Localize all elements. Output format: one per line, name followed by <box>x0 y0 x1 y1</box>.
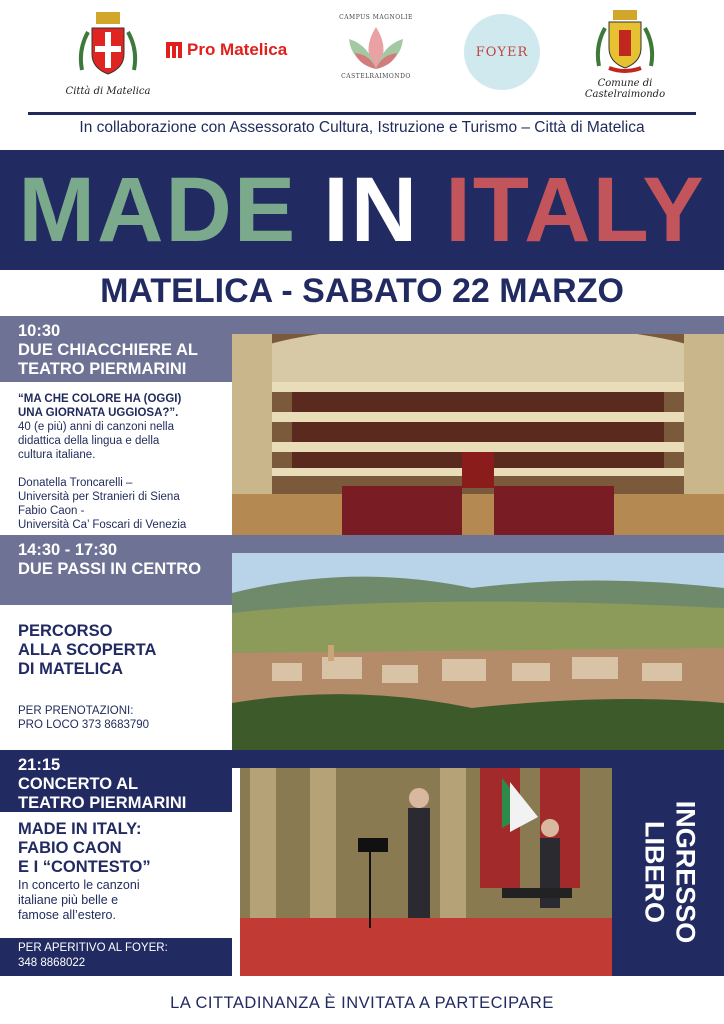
section1-title-line1: DUE CHIACCHIERE AL <box>18 341 198 359</box>
section3-sub-line3: E I “CONTESTO” <box>18 858 151 876</box>
concert-stage-photo <box>240 768 612 976</box>
section3-foot-line2: 348 8868022 <box>18 957 86 969</box>
section1-speaker1: Donatella Troncarelli – <box>18 477 133 489</box>
section2-subtitle <box>18 622 156 679</box>
section2-sub-line3: DI MATELICA <box>18 660 124 678</box>
banner-word-italy: ITALY <box>445 159 706 261</box>
section1-quote-line1: “MA CHE COLORE HA (OGGI) <box>18 393 182 405</box>
section3-sub-line2: FABIO CAON <box>18 839 122 857</box>
pro-matelica-wordmark: Pro Matelica <box>187 40 288 59</box>
section1-affil1: Università per Stranieri di Siena <box>18 491 180 503</box>
pro-matelica-logo <box>165 40 287 60</box>
ingresso-line1: INGRESSO <box>670 800 700 944</box>
section1-affil2: Università Ca’ Foscari di Venezia <box>18 519 187 531</box>
section3-subtitle <box>18 820 151 877</box>
section2-sub-line1: PERCORSO <box>18 622 113 640</box>
matelica-crest-icon <box>76 10 140 84</box>
foyer-wordmark: FOYER <box>475 44 529 60</box>
section3-desc-line3: famose all’estero. <box>18 908 116 922</box>
castelraimondo-caption-1: Comune di <box>597 78 653 89</box>
section2-time: 14:30 - 17:30 <box>18 541 118 559</box>
section3-title-line2: TEATRO PIERMARINI <box>18 794 187 812</box>
castelraimondo-logo <box>585 10 665 100</box>
section1-time: 10:30 <box>18 322 61 340</box>
section1-desc-line3: cultura italiane. <box>18 449 96 461</box>
theatre-interior-photo <box>232 334 724 535</box>
pro-matelica-icon <box>165 40 183 60</box>
castelraimondo-crest-icon <box>595 10 655 76</box>
castelraimondo-caption-2: Castelraimondo <box>584 89 666 100</box>
matelica-landscape-photo <box>232 553 724 750</box>
section3-header <box>0 750 232 812</box>
made-in-italy-banner <box>0 150 724 270</box>
section2-sub-line2: ALLA SCOPERTA <box>18 641 157 659</box>
section1-quote-line2: UNA GIORNATA UGGIOSA?”. <box>18 407 179 419</box>
section2-contact-line2: PRO LOCO 373 8683790 <box>18 719 150 731</box>
logo-strip <box>0 0 724 112</box>
section1-desc-line2: didattica della lingua e della <box>18 435 160 447</box>
section1-header <box>0 316 232 382</box>
citta-di-matelica-logo <box>58 10 158 97</box>
section3-description <box>18 878 140 923</box>
section3-time: 21:15 <box>18 756 61 774</box>
header-divider <box>28 112 696 115</box>
event-dateline: MATELICA - SABATO 22 MARZO <box>100 272 624 310</box>
campus-magnolie-logo <box>336 14 416 80</box>
section1-desc-line1: 40 (e più) anni di canzoni nella <box>18 421 174 433</box>
section3-title-line1: CONCERTO AL <box>18 775 139 793</box>
banner-word-made: MADE <box>18 159 298 261</box>
section3-foot-line1: PER APERITIVO AL FOYER: <box>18 942 168 954</box>
section3-desc-line1: In concerto le canzoni <box>18 878 140 892</box>
ingresso-line2: LIBERO <box>639 820 669 923</box>
section2-contact-line1: PER PRENOTAZIONI: <box>18 705 134 717</box>
ingresso-libero-label <box>624 772 714 972</box>
invitation-footer: LA CITTADINANZA È INVITATA A PARTECIPARE <box>170 994 554 1012</box>
section3-desc-line2: italiane più belle e <box>18 893 119 907</box>
magnolia-flower-icon <box>341 21 411 73</box>
banner-word-in: IN <box>323 159 420 261</box>
matelica-caption: Città di Matelica <box>65 86 151 97</box>
campus-bottom-text: CASTELRAIMONDO <box>341 73 411 80</box>
collaboration-line: In collaborazione con Assessorato Cultura, Istruzione e Turismo – Città di Matelica <box>79 119 645 136</box>
section1-speaker2: Fabio Caon - <box>18 505 85 517</box>
foyer-logo <box>463 14 541 90</box>
section3-aperitivo-info <box>0 938 232 976</box>
campus-top-text: CAMPUS MAGNOLIE <box>339 14 413 21</box>
section2-header <box>0 535 232 605</box>
section3-sub-line1: MADE IN ITALY: <box>18 820 142 838</box>
section1-body <box>18 392 186 532</box>
section2-contact <box>18 704 149 732</box>
section1-title-line2: TEATRO PIERMARINI <box>18 360 187 378</box>
section2-title: DUE PASSI IN CENTRO <box>18 560 202 578</box>
